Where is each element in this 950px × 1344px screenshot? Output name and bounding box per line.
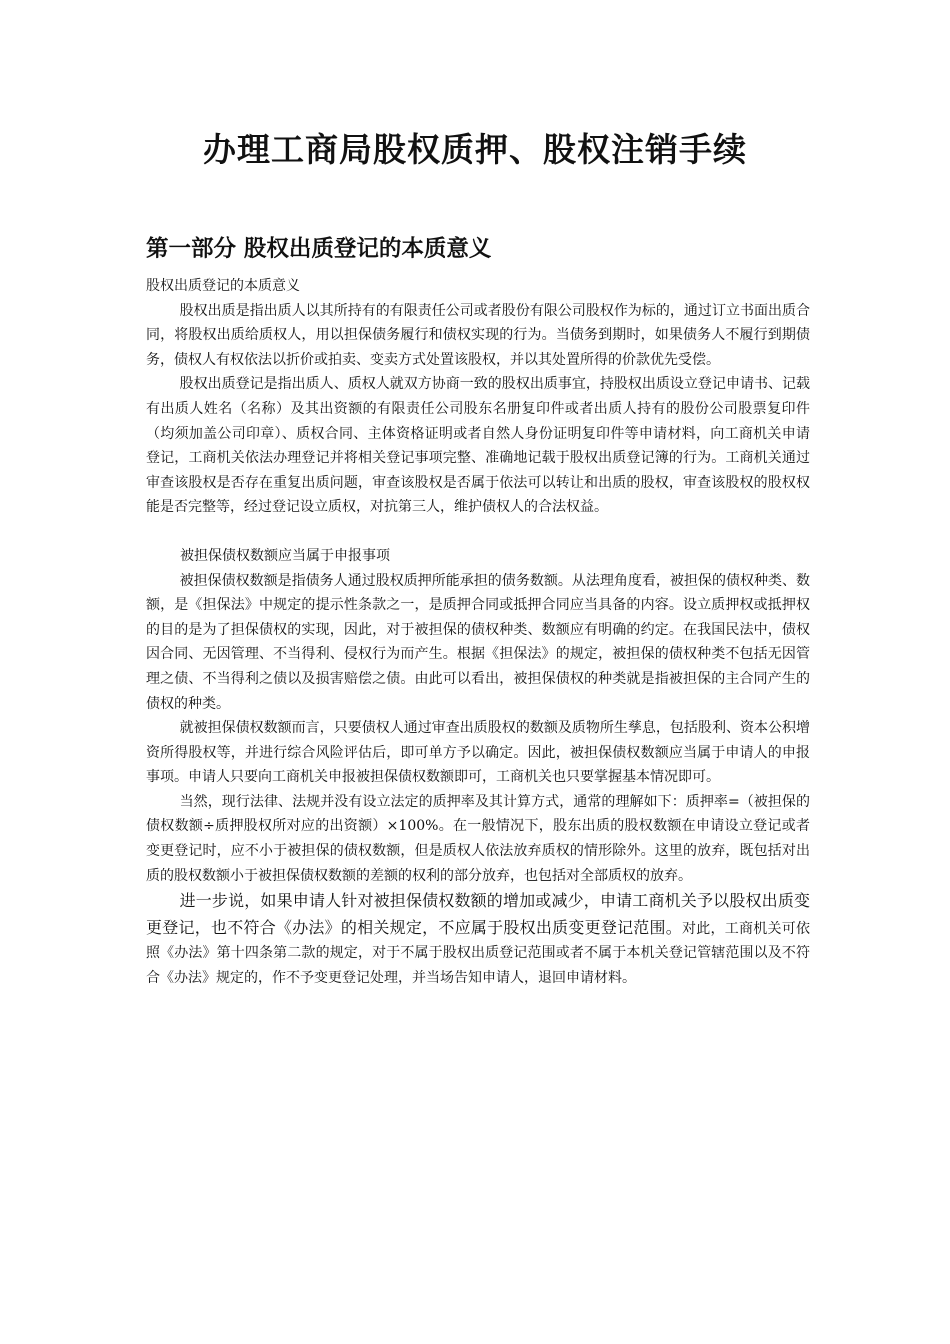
section-label: 股权出质登记的本质意义 [146,278,300,294]
document-body [146,274,810,991]
subsection-label: 被担保债权数额应当属于申报事项 [180,547,390,564]
document-title: 办理工商局股权质押、股权注销手续 [203,130,747,169]
paragraph-spacer [146,520,810,544]
body-paragraph: 当然，现行法律、法规并没有设立法定的质押率及其计算方式，通常的理解如下：质押率=（被担保的债权数额÷质押股权所对应的出资额）×100%。在一般情况下，股东出质的股权数额在申请设立登记或者变更登记时，应不小于被担保的债权数额，但是质权人依法放弃质权的情形除外。这里的放弃，既包括对出质的股权数额小于被担保债权数额的差额的权利的部分放弃，也包括对全部质权的放弃。 [146,793,810,884]
body-paragraph: 股权出质是指出质人以其所持有的有限责任公司或者股份有限公司股权作为标的，通过订立书面出质合同，将股权出质给质权人，用以担保债务履行和债权实现的行为。当债务到期时，如果债务人不履行到期债务，债权人有权依法以折价或拍卖、变卖方式处置该股权，并以其处置所得的价款优先受偿。 [146,302,810,368]
final-paragraph [146,888,810,990]
body-paragraph: 股权出质登记是指出质人、质权人就双方协商一致的股权出质事宜，持股权出质设立登记申请书、记载有出质人姓名（名称）及其出资额的有限责任公司股东名册复印件或者出质人持有的股份公司股票复印件（均须加盖公司印章）、质权合同、主体资格证明或者自然人身份证明复印件等申请材料，向工商机关申请登记，工商机关依法办理登记并将相关登记事项完整、准确地记载于股权出质登记簿的行为。工商机关通过审查该股权是否存在重复出质问题，审查该股权是否属于依法可以转让和出质的股权，审查该股权的股权权能是否完整等，经过登记设立质权，对抗第三人，维护债权人的合法权益。 [146,376,810,516]
final-paragraph-rest: 对此，工商机关可依照《办法》第十四条第二款的规定，对于不属于股权出质登记范围或者不属于本机关登记管辖范围以及不符合《办法》规定的，作不予变更登记处理，并当场告知申请人，退回申请材料。 [146,920,810,987]
body-paragraph: 被担保债权数额是指债务人通过股权质押所能承担的债务数额。从法理角度看，被担保的债权种类、数额，是《担保法》中规定的提示性条款之一，是质押合同或抵押合同应当具备的内容。设立质押权或抵押权的目的是为了担保债权的实现，因此，对于被担保的债权种类、数额应有明确的约定。在我国民法中，债权因合同、无因管理、不当得利、侵权行为而产生。根据《担保法》的规定，被担保的债权种类不包括无因管理之债、不当得利之债以及损害赔偿之债。由此可以看出，被担保债权的种类就是指被担保的主合同产生的债权的种类。 [146,572,810,712]
final-paragraph-lead: 进一步说，如果申请人针对被担保债权数额的增加或减少，申请工商机关予以股权出质变更登记，也不符合《办法》的相关规定，不应属于股权出质变更登记范围。 [146,891,810,937]
part-one-heading: 第一部分 股权出质登记的本质意义 [146,236,492,262]
body-paragraph: 就被担保债权数额而言，只要债权人通过审查出质股权的数额及质物所生孳息，包括股利、资本公积增资所得股权等，并进行综合风险评估后，即可单方予以确定。因此，被担保债权数额应当属于申请人的申报事项。申请人只要向工商机关申报被担保债权数额即可，工商机关也只要掌握基本情况即可。 [146,720,810,786]
